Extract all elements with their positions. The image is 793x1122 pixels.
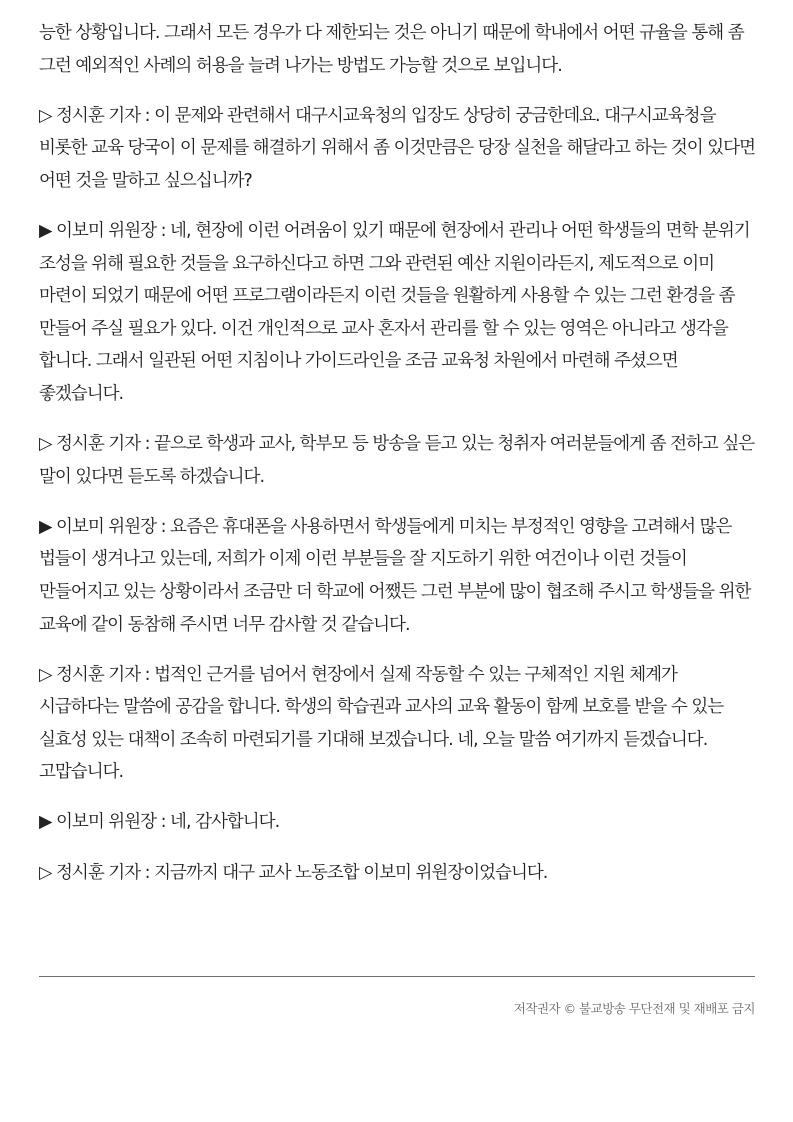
paragraph-chair-answer: ▶ 이보미 위원장 : 요즘은 휴대폰을 사용하면서 학생들에게 미치는 부정적인 영향을 고려해서 많은 법들이 생겨나고 있는데, 저희가 이제 이런 부분들을 잘 지도하기 위한 여건이나 이런 것들이 만들어지고 있는 상황이라서 조금만 더 학교에 어쨌든 그런 부분에 많이 협조해 주시고 학생들을 위한 교육에 같이 동참해 주시면 너무 감사할 것 같습니다. bbox=[39, 516, 751, 635]
paragraph-chair-answer: ▶ 이보미 위원장 : 네, 현장에 이런 어려움이 있기 때문에 현장에서 관리나 어떤 학생들의 면학 분위기 조성을 위해 필요한 것들을 요구하신다고 하면 그와 관련된 예산 지원이라든지, 제도적으로 이미 마련이 되었기 때문에 어떤 프로그램이라든지 이런 것들을 원활하게 사용할 수 있는 그런 환경을 좀 만들어 주실 필요가 있다. 이건 개인적으로 교사 혼자서 관리를 할 수 있는 영역은 아니라고 생각을 합니다. 그래서 일관된 어떤 지침이나 가이드라인을 조금 교육청 차원에서 마련해 주셨으면 좋겠습니다. bbox=[39, 220, 750, 404]
paragraph-reporter-question: ▷ 정시훈 기자 : 이 문제와 관련해서 대구시교육청의 입장도 상당히 궁금한데요. 대구시교육청을 비롯한 교육 당국이 이 문제를 해결하기 위해서 좀 이것만큼은 당장 실천을 해달라고 하는 것이 있다면 어떤 것을 말하고 싶으십니까? bbox=[39, 105, 755, 191]
copyright-notice: 저작권자 © 불교방송 무단전재 및 재배포 금지 bbox=[513, 1001, 755, 1016]
paragraph-reporter-remark: ▷ 정시훈 기자 : 법적인 근거를 넘어서 현장에서 실제 작동할 수 있는 구체적인 지원 체계가 시급하다는 말씀에 공감을 합니다. 학생의 학습권과 교사의 교육 활동이 함께 보호를 받을 수 있는 실효성 있는 대책이 조속히 마련되기를 기대해 보겠습니다. 네, 오늘 말씀 여기까지 듣겠습니다. 고맙습니다. bbox=[39, 664, 724, 783]
paragraph-continuation: 능한 상황입니다. 그래서 모든 경우가 다 제한되는 것은 아니기 때문에 학내에서 어떤 규율을 통해 좀 그런 예외적인 사례의 허용을 늘려 나가는 방법도 가능할 것으로 보입니다. bbox=[39, 23, 744, 76]
paragraph-chair-answer: ▶ 이보미 위원장 : 네, 감사합니다. bbox=[39, 812, 280, 833]
paragraph-reporter-question: ▷ 정시훈 기자 : 끝으로 학생과 교사, 학부모 등 방송을 듣고 있는 청취자 여러분들에게 좀 전하고 싶은 말이 있다면 듣도록 하겠습니다. bbox=[39, 434, 755, 487]
article-body bbox=[39, 17, 757, 907]
footer-divider bbox=[39, 976, 755, 977]
paragraph-reporter-closing: ▷ 정시훈 기자 : 지금까지 대구 교사 노동조합 이보미 위원장이었습니다. bbox=[39, 862, 548, 883]
